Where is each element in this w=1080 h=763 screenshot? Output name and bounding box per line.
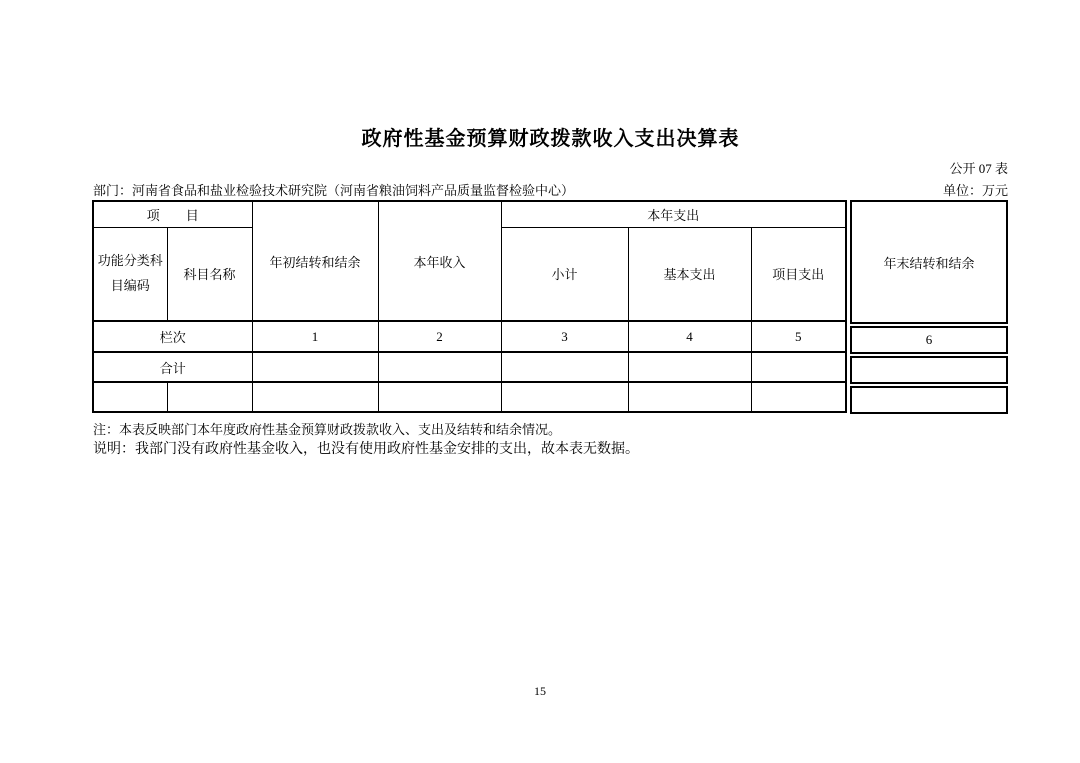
column-index-5: 5 xyxy=(751,321,846,352)
total-value-4 xyxy=(628,352,751,382)
header-end-year-balance: 年末结转和结余 xyxy=(850,200,1008,324)
total-value-2 xyxy=(378,352,501,382)
total-value-6 xyxy=(850,356,1008,384)
header-row-1 xyxy=(93,201,846,227)
empty-cell xyxy=(93,382,167,412)
page-number: 15 xyxy=(534,684,546,698)
column-index-3: 3 xyxy=(501,321,628,352)
header-project-expense: 项目支出 xyxy=(751,227,846,321)
note-text: 注：本表反映部门本年度政府性基金预算财政拨款收入、支出及结转和结余情况。 xyxy=(93,422,562,437)
column-index-1: 1 xyxy=(252,321,378,352)
header-current-year-income: 本年收入 xyxy=(378,201,501,321)
total-row xyxy=(93,352,846,382)
column-index-4: 4 xyxy=(628,321,751,352)
header-subtotal: 小计 xyxy=(501,227,628,321)
header-current-year-expense: 本年支出 xyxy=(501,201,846,227)
department-label: 部门：河南省食品和盐业检验技术研究院（河南省粮油饲料产品质量监督检验中心） xyxy=(93,183,575,198)
empty-cell xyxy=(628,382,751,412)
meta-row xyxy=(93,180,1008,199)
empty-cell xyxy=(501,382,628,412)
header-subject-name: 科目名称 xyxy=(167,227,252,321)
empty-cell xyxy=(850,386,1008,414)
form-code-label: 公开 07 表 xyxy=(949,161,1008,176)
empty-row xyxy=(93,382,846,412)
end-balance-column xyxy=(850,200,1008,414)
total-value-5 xyxy=(751,352,846,382)
column-index-6: 6 xyxy=(850,326,1008,354)
total-value-1 xyxy=(252,352,378,382)
empty-cell xyxy=(378,382,501,412)
total-value-3 xyxy=(501,352,628,382)
column-index-label: 栏次 xyxy=(93,321,252,352)
total-label: 合计 xyxy=(93,352,252,382)
empty-cell xyxy=(167,382,252,412)
column-index-2: 2 xyxy=(378,321,501,352)
column-index-row xyxy=(93,321,846,352)
empty-cell xyxy=(751,382,846,412)
budget-table xyxy=(92,200,1008,414)
header-item: 项 目 xyxy=(93,201,252,227)
unit-label: 单位：万元 xyxy=(942,183,1008,198)
page-title: 政府性基金预算财政拨款收入支出决算表 xyxy=(361,128,740,150)
header-begin-year-balance: 年初结转和结余 xyxy=(252,201,378,321)
empty-cell xyxy=(252,382,378,412)
header-func-class-code: 功能分类科目编码 xyxy=(93,227,167,321)
explanation-text: 说明：我部门没有政府性基金收入，也没有使用政府性基金安排的支出，故本表无数据。 xyxy=(93,442,639,457)
header-basic-expense: 基本支出 xyxy=(628,227,751,321)
main-table xyxy=(92,200,847,413)
